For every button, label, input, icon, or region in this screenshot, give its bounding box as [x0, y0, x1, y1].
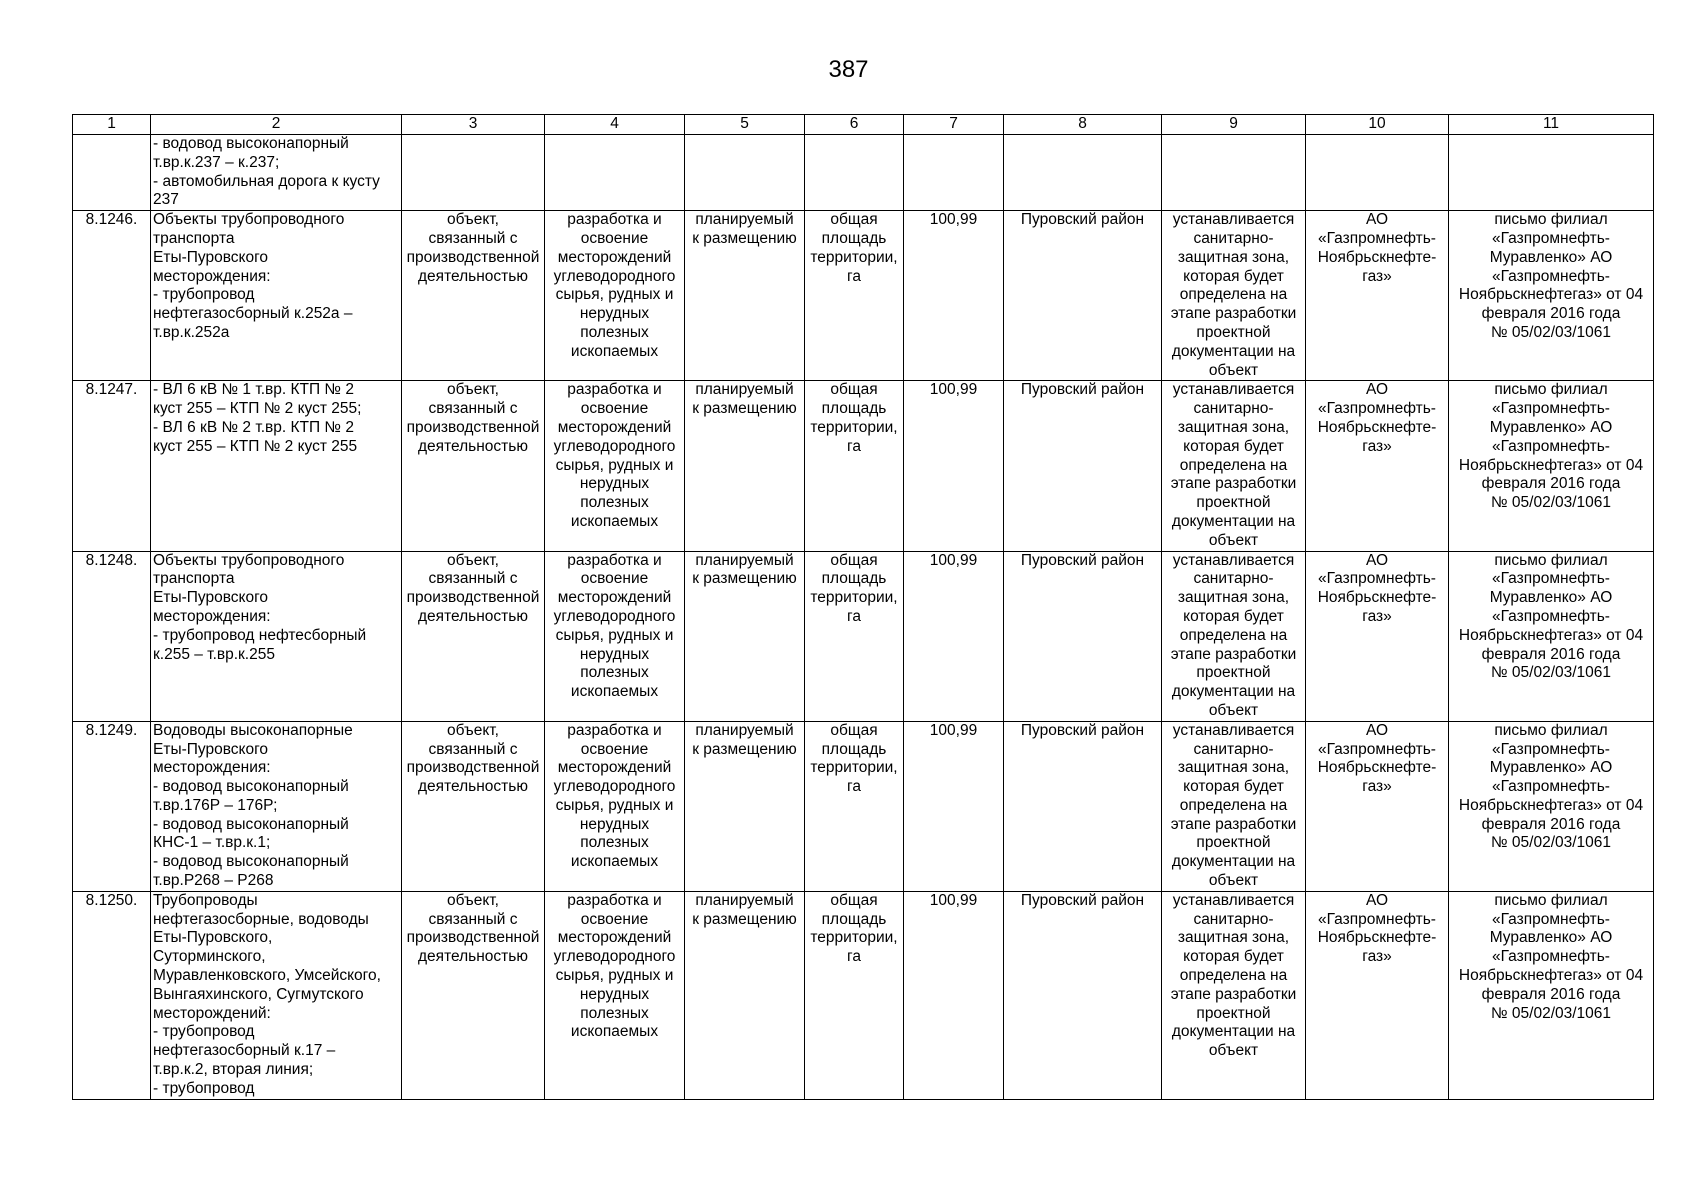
objects-table	[72, 114, 1654, 1100]
cell-zone	[1162, 721, 1306, 891]
basis-document: письмо филиал «Газпромнефть- Муравленко» АО «Газпромнефть- Ноябрьскнефтегаз» от 04 февраля 2016 года № 05/02/03/1061	[1458, 721, 1644, 852]
cell-empty	[685, 135, 805, 211]
table-row	[73, 551, 1654, 721]
table-row	[73, 381, 1654, 551]
cell-purpose	[545, 891, 685, 1099]
header-cell: 9	[1162, 115, 1306, 135]
cell-empty	[1162, 135, 1306, 211]
cell-status	[685, 721, 805, 891]
cell-name	[151, 551, 402, 721]
cell-name	[151, 381, 402, 551]
cell-empty	[1306, 135, 1449, 211]
cell-basis	[1449, 381, 1654, 551]
cell-characteristic	[805, 211, 904, 381]
cell-location	[1004, 891, 1162, 1099]
object-type: объект, связанный с производственной деятельностью	[406, 381, 540, 455]
cell-empty	[805, 135, 904, 211]
object-purpose: разработка и освоение месторождений углеводородного сырья, рудных и нерудных полезных ископаемых	[553, 211, 676, 360]
object-status: планируемый к размещению	[692, 211, 797, 247]
cell-characteristic	[805, 721, 904, 891]
object-name: - водовод высоконапорный т.вр.к.237 – к.237; - автомобильная дорога к кусту 237	[153, 135, 380, 209]
table-row	[73, 721, 1654, 891]
zone-description: устанавливается санитарно- защитная зона, которая будет определена на этапе разработки проектной документации на объект	[1170, 381, 1297, 549]
cell-owner	[1306, 891, 1449, 1099]
header-cell: 5	[685, 115, 805, 135]
basis-document: письмо филиал «Газпромнефть- Муравленко» АО «Газпромнефть- Ноябрьскнефтегаз» от 04 февраля 2016 года № 05/02/03/1061	[1458, 891, 1644, 1022]
object-name: Трубопроводы нефтегазосборные, водоводы Еты-Пуровского, Суторминского, Муравленковского, Умсейского, Вынгаяхинского, Сугмутского месторождений: - трубопровод нефтегазосборный к.17 – т.вр.к.2, вторая линия; - трубопровод	[153, 891, 381, 1097]
cell-num	[73, 891, 151, 1099]
page-number: 387	[828, 56, 869, 83]
characteristic-value: 100,99	[929, 381, 978, 399]
cell-status	[685, 891, 805, 1099]
cell-name	[151, 135, 402, 211]
characteristic-value: 100,99	[929, 721, 978, 739]
cell-basis	[1449, 211, 1654, 381]
cell-zone	[1162, 891, 1306, 1099]
characteristic-value: 100,99	[929, 551, 978, 569]
characteristic-name: общая площадь территории, га	[810, 381, 898, 455]
cell-type	[402, 551, 545, 721]
object-name: Объекты трубопроводного транспорта Еты-Пуровского месторождения: - трубопровод нефтегазосборный к.252а – т.вр.к.252а	[153, 211, 353, 341]
object-status: планируемый к размещению	[692, 551, 797, 588]
cell-num	[73, 135, 151, 211]
cell-location	[1004, 721, 1162, 891]
cell-location	[1004, 551, 1162, 721]
cell-value	[904, 381, 1004, 551]
zone-description: устанавливается санитарно- защитная зона, которая будет определена на этапе разработки проектной документации на объект	[1170, 721, 1297, 890]
object-type: объект, связанный с производственной деятельностью	[406, 721, 540, 796]
row-number: 8.1246.	[85, 211, 138, 229]
cell-zone	[1162, 381, 1306, 551]
zone-description: устанавливается санитарно- защитная зона, которая будет определена на этапе разработки проектной документации на объект	[1170, 551, 1297, 719]
cell-value	[904, 891, 1004, 1099]
cell-purpose	[545, 381, 685, 551]
cell-num	[73, 381, 151, 551]
header-cell: 4	[545, 115, 685, 135]
cell-characteristic	[805, 551, 904, 721]
cell-basis	[1449, 551, 1654, 721]
header-cell: 1	[73, 115, 151, 135]
row-number: 8.1249.	[85, 721, 138, 739]
object-type: объект, связанный с производственной деятельностью	[406, 211, 540, 285]
cell-empty	[1004, 135, 1162, 211]
cell-owner	[1306, 211, 1449, 381]
table-row	[73, 891, 1654, 1099]
cell-owner	[1306, 721, 1449, 891]
cell-purpose	[545, 551, 685, 721]
cell-status	[685, 381, 805, 551]
object-name: Объекты трубопроводного транспорта Еты-Пуровского месторождения: - трубопровод нефтесборный к.255 – т.вр.к.255	[153, 551, 367, 663]
basis-document: письмо филиал «Газпромнефть- Муравленко» АО «Газпромнефть- Ноябрьскнефтегаз» от 04 февраля 2016 года № 05/02/03/1061	[1458, 211, 1644, 341]
row-number: 8.1248.	[85, 551, 138, 569]
row-number: 8.1247.	[85, 381, 138, 399]
header-cell: 11	[1449, 115, 1654, 135]
object-location: Пуровский район	[1020, 891, 1145, 909]
zone-description: устанавливается санитарно- защитная зона, которая будет определена на этапе разработки проектной документации на объект	[1170, 211, 1297, 379]
cell-type	[402, 381, 545, 551]
object-location: Пуровский район	[1020, 551, 1145, 569]
object-owner: АО «Газпромнефть- Ноябрьскнефте- газ»	[1317, 551, 1437, 625]
cell-name	[151, 211, 402, 381]
cell-name	[151, 891, 402, 1099]
object-name: - ВЛ 6 кВ № 1 т.вр. КТП № 2 куст 255 – КТП № 2 куст 255; - ВЛ 6 кВ № 2 т.вр. КТП № 2 куст 255 – КТП № 2 куст 255	[153, 381, 362, 455]
cell-purpose	[545, 721, 685, 891]
cell-zone	[1162, 211, 1306, 381]
object-owner: АО «Газпромнефть- Ноябрьскнефте- газ»	[1317, 381, 1437, 455]
zone-description: устанавливается санитарно- защитная зона, которая будет определена на этапе разработки проектной документации на объект	[1170, 891, 1297, 1060]
characteristic-value: 100,99	[929, 211, 978, 229]
cell-owner	[1306, 551, 1449, 721]
cell-basis	[1449, 721, 1654, 891]
cell-status	[685, 551, 805, 721]
cell-zone	[1162, 551, 1306, 721]
cell-location	[1004, 211, 1162, 381]
characteristic-name: общая площадь территории, га	[810, 211, 898, 285]
object-location: Пуровский район	[1020, 721, 1145, 739]
basis-document: письмо филиал «Газпромнефть- Муравленко» АО «Газпромнефть- Ноябрьскнефтегаз» от 04 февраля 2016 года № 05/02/03/1061	[1458, 551, 1644, 682]
object-location: Пуровский район	[1020, 211, 1145, 229]
continuation-row	[73, 135, 1654, 211]
row-number: 8.1250.	[85, 891, 138, 909]
object-type: объект, связанный с производственной деятельностью	[406, 551, 540, 625]
object-purpose: разработка и освоение месторождений углеводородного сырья, рудных и нерудных полезных ископаемых	[553, 551, 676, 701]
cell-type	[402, 721, 545, 891]
cell-num	[73, 211, 151, 381]
object-owner: АО «Газпромнефть- Ноябрьскнефте- газ»	[1317, 721, 1437, 796]
object-purpose: разработка и освоение месторождений углеводородного сырья, рудных и нерудных полезных ископаемых	[553, 381, 676, 530]
header-cell: 7	[904, 115, 1004, 135]
cell-purpose	[545, 211, 685, 381]
cell-name	[151, 721, 402, 891]
cell-characteristic	[805, 891, 904, 1099]
object-owner: АО «Газпромнефть- Ноябрьскнефте- газ»	[1317, 211, 1437, 285]
characteristic-name: общая площадь территории, га	[810, 721, 898, 796]
cell-location	[1004, 381, 1162, 551]
cell-empty	[545, 135, 685, 211]
cell-num	[73, 721, 151, 891]
object-purpose: разработка и освоение месторождений углеводородного сырья, рудных и нерудных полезных ископаемых	[553, 891, 676, 1041]
object-status: планируемый к размещению	[692, 891, 797, 928]
table-row	[73, 211, 1654, 381]
object-status: планируемый к размещению	[692, 381, 797, 418]
cell-characteristic	[805, 381, 904, 551]
object-status: планируемый к размещению	[692, 721, 797, 758]
cell-type	[402, 891, 545, 1099]
header-cell: 6	[805, 115, 904, 135]
cell-value	[904, 721, 1004, 891]
cell-status	[685, 211, 805, 381]
cell-value	[904, 211, 1004, 381]
cell-owner	[1306, 381, 1449, 551]
cell-value	[904, 551, 1004, 721]
object-purpose: разработка и освоение месторождений углеводородного сырья, рудных и нерудных полезных ископаемых	[553, 721, 676, 871]
object-location: Пуровский район	[1020, 381, 1145, 399]
cell-empty	[904, 135, 1004, 211]
cell-empty	[1449, 135, 1654, 211]
cell-num	[73, 551, 151, 721]
header-cell: 8	[1004, 115, 1162, 135]
characteristic-value: 100,99	[929, 891, 978, 909]
cell-empty	[402, 135, 545, 211]
header-cell: 10	[1306, 115, 1449, 135]
header-cell: 3	[402, 115, 545, 135]
cell-basis	[1449, 891, 1654, 1099]
basis-document: письмо филиал «Газпромнефть- Муравленко» АО «Газпромнефть- Ноябрьскнефтегаз» от 04 февраля 2016 года № 05/02/03/1061	[1458, 381, 1644, 512]
cell-type	[402, 211, 545, 381]
characteristic-name: общая площадь территории, га	[810, 891, 898, 966]
object-type: объект, связанный с производственной деятельностью	[406, 891, 540, 966]
characteristic-name: общая площадь территории, га	[810, 551, 898, 625]
object-name: Водоводы высоконапорные Еты-Пуровского месторождения: - водовод высоконапорный т.вр.176Р – 176Р; - водовод высоконапорный КНС-1 – т.вр.к.1; - водовод высоконапорный т.вр.Р268 – Р268	[153, 721, 353, 890]
header-row	[73, 115, 1654, 135]
header-cell: 2	[151, 115, 402, 135]
object-owner: АО «Газпромнефть- Ноябрьскнефте- газ»	[1317, 891, 1437, 966]
